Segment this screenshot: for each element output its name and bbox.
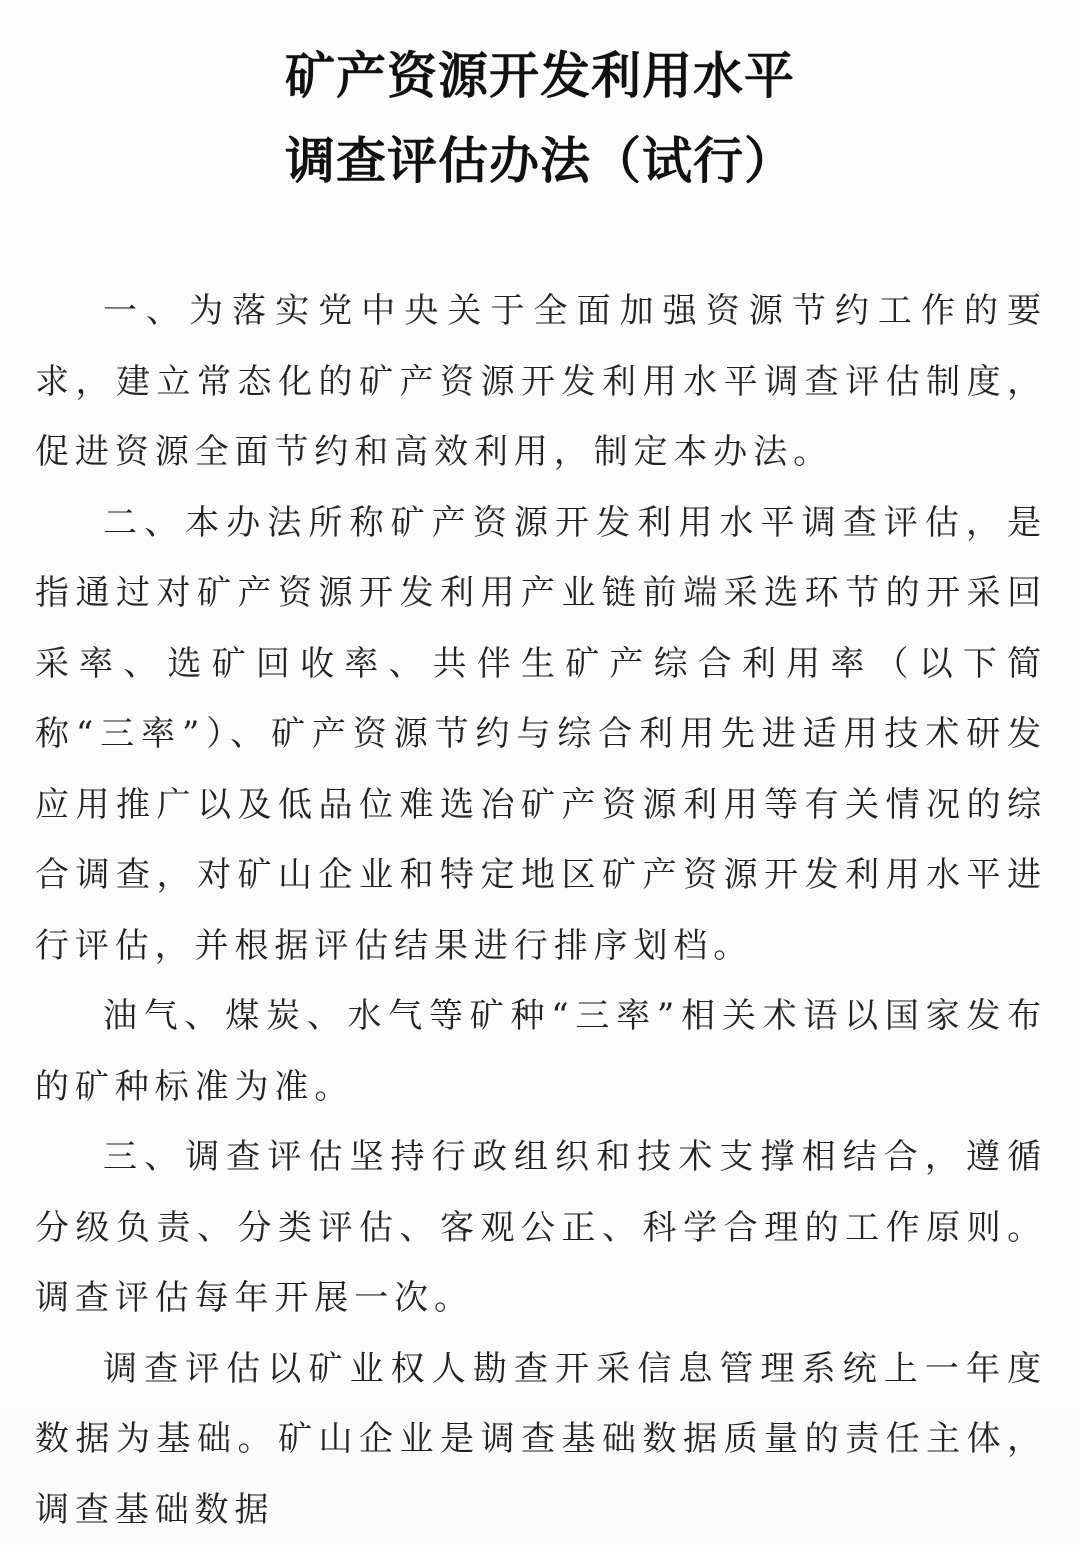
paragraph-article-1: 一、为落实党中央关于全面加强资源节约工作的要求，建立常态化的矿产资源开发利用水平调查评估制度，促进资源全面节约和高效利用，制定本办法。 bbox=[35, 276, 1047, 488]
paragraph-article-2: 二、本办法所称矿产资源开发利用水平调查评估，是指通过对矿产资源开发利用产业链前端采选环节的开采回采率、选矿回收率、共伴生矿产综合利用率（以下简称“三率”）、矿产资源节约与综合利用先进适用技术研发应用推广以及低品位难选冶矿产资源利用等有关情况的综合调查，对矿山企业和特定地区矿产资源开发利用水平进行评估，并根据评估结果进行排序划档。 bbox=[35, 488, 1047, 982]
paragraph-article-3-continued: 调查评估以矿业权人勘查开采信息管理系统上一年度数据为基础。矿山企业是调查基础数据质量的责任主体，调查基础数据 bbox=[35, 1334, 1047, 1545]
paragraph-article-2-note: 油气、煤炭、水气等矿种“三率”相关术语以国家发布的矿种标准为准。 bbox=[35, 981, 1047, 1122]
paragraph-article-3: 三、调查评估坚持行政组织和技术支撑相结合，遵循分级负责、分类评估、客观公正、科学合理的工作原则。调查评估每年开展一次。 bbox=[35, 1122, 1047, 1334]
document-title-line-2: 调查评估办法（试行） bbox=[0, 131, 1080, 191]
document-title-line-1: 矿产资源开发利用水平 bbox=[0, 46, 1080, 106]
document-body bbox=[35, 276, 1047, 1545]
